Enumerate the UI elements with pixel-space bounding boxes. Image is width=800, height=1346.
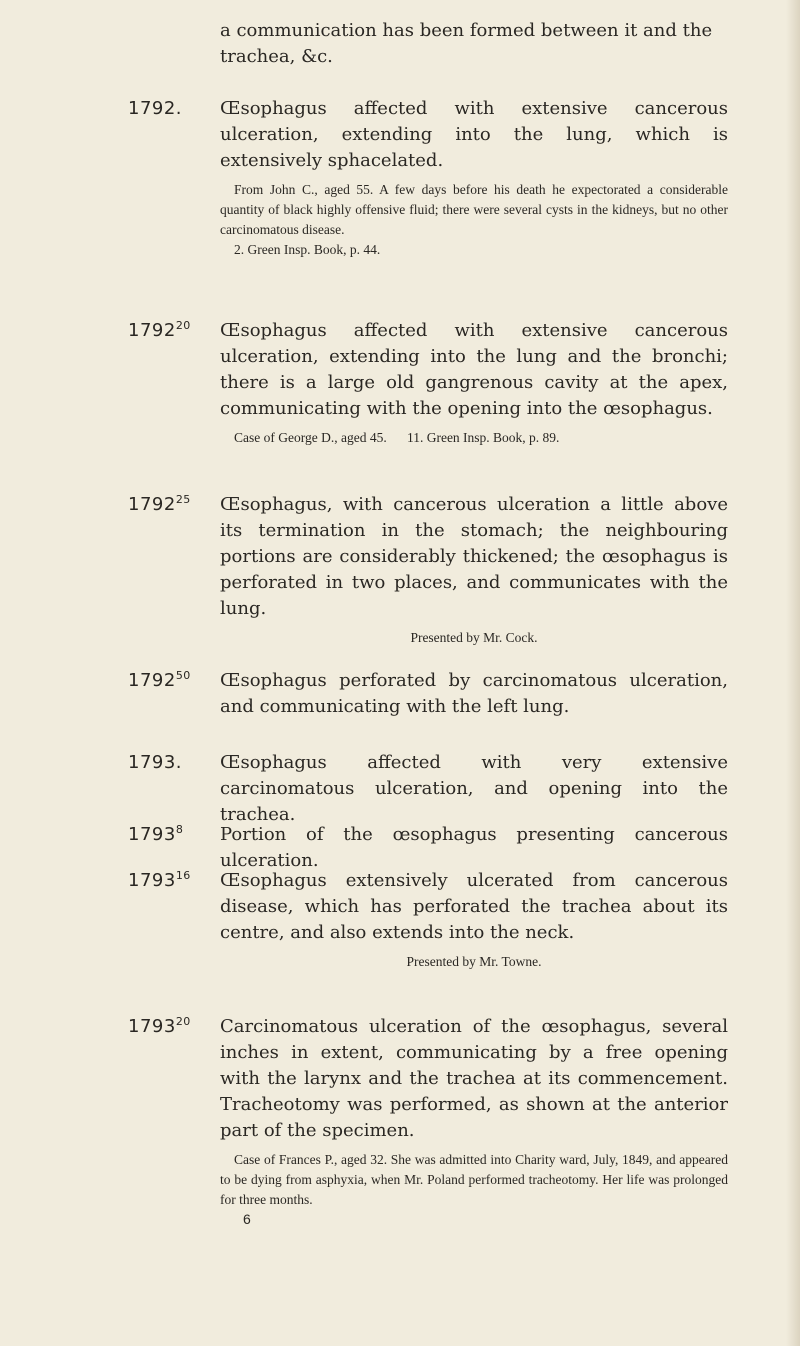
entry-description: Œsophagus perforated by carcinomatous ulceration, and communicating with the left lung. <box>220 670 728 717</box>
entry-number: 1793$^{16}$ <box>128 869 191 891</box>
entry-description: Carcinomatous ulceration of the œsophagus, several inches in extent, communicating by a free opening with the larynx and the trachea at its commencement. Tracheotomy was performed, as shown at the anterior part of the specimen. <box>220 1016 728 1141</box>
page-edge-shadow <box>786 0 800 1346</box>
catalogue-entry <box>128 96 728 260</box>
entry-number: 1792. <box>128 98 183 119</box>
entry-number: 1792$^{25}$ <box>128 493 191 515</box>
entry-description: Œsophagus affected with extensive cancerous ulceration, extending into the lung, which is extensively sphacelated. <box>220 98 728 171</box>
entry-case-note: From John C., aged 55. A few days before his death he expectorated a considerable quantity of black highly offensive fluid; there were several cysts in the kidneys, but no other carcinomatous disease. <box>220 182 728 237</box>
entry-description: Portion of the œsophagus presenting cancerous ulceration. <box>220 824 728 871</box>
entry-number: 1793$^8$ <box>128 823 184 845</box>
entry-description: Œsophagus affected with extensive cancerous ulceration, extending into the lung and the bronchi; there is a large old gangrenous cavity at the apex, communicating with the opening into the œsophagus. <box>220 320 728 419</box>
entry-description: Œsophagus affected with very extensive carcinomatous ulceration, and opening into the trachea. <box>220 752 728 825</box>
entry-presented-by: Presented by Mr. Towne. <box>406 954 542 969</box>
catalogue-entry <box>128 492 728 648</box>
catalogue-entry <box>128 822 728 874</box>
entry-presented-by: Presented by Mr. Cock. <box>410 630 538 645</box>
entry-number: 1792$^{20}$ <box>128 319 191 341</box>
entry-reference: 2. Green Insp. Book, p. 44. <box>234 242 381 257</box>
catalogue-entry <box>128 1014 728 1228</box>
signature-mark: 6 <box>243 1211 251 1227</box>
entry-description: Œsophagus extensively ulcerated from cancerous disease, which has perforated the trachea about its centre, and also extends into the neck. <box>220 870 728 943</box>
catalogue-entry <box>128 318 728 448</box>
entry-description: Œsophagus, with cancerous ulceration a little above its termination in the stomach; the neighbouring portions are considerably thickened; the œsophagus is perforated in two places, and communicates with the lung. <box>220 494 728 619</box>
entry-case-note: Case of Frances P., aged 32. She was admitted into Charity ward, July, 1849, and appeared to be dying from asphyxia, when Mr. Poland performed tracheotomy. Her life was prolonged for three months. <box>220 1152 728 1207</box>
catalogue-entry <box>128 868 728 972</box>
intro-continuation: a communication has been formed between it and the trachea, &c. <box>220 20 713 67</box>
catalogue-entry <box>128 668 728 720</box>
catalogue-entry <box>128 750 728 828</box>
entry-case-note: Case of George D., aged 45. 11. Green Insp. Book, p. 89. <box>234 430 560 445</box>
entry-number: 1793. <box>128 752 183 773</box>
entry-number: 1793$^{20}$ <box>128 1015 191 1037</box>
entry-number: 1792$^{50}$ <box>128 669 191 691</box>
